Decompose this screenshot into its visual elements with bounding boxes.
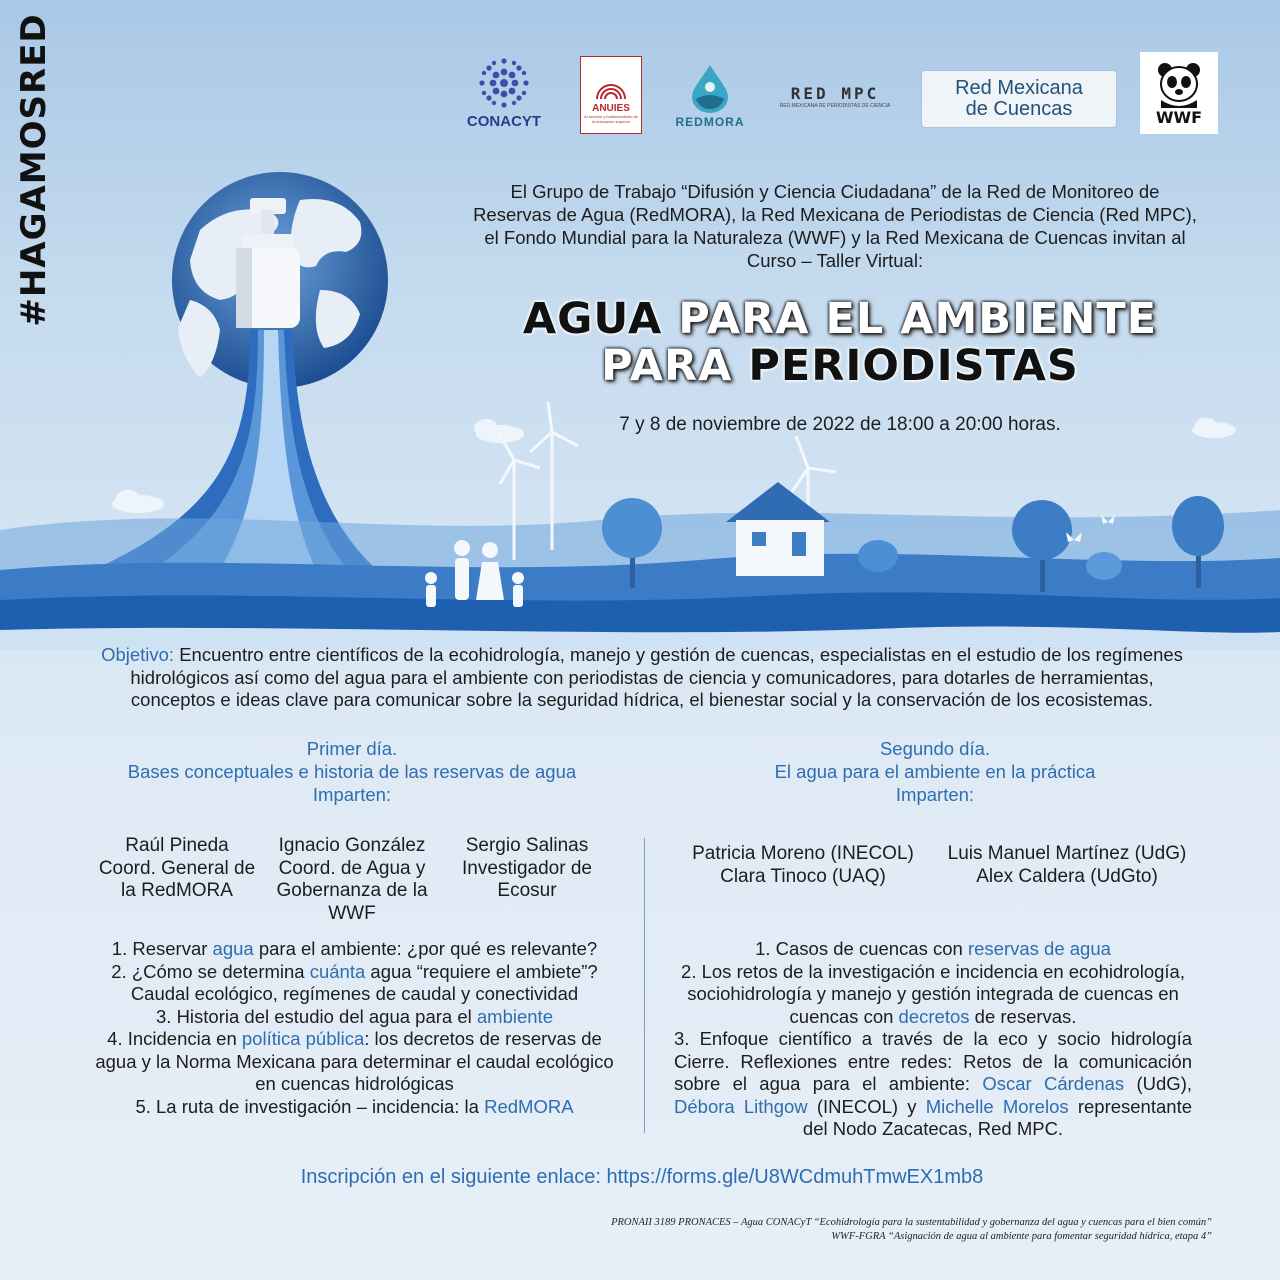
topic-item xyxy=(674,1028,1192,1141)
footer-credits xyxy=(300,1216,1212,1244)
day2-header xyxy=(680,737,1190,806)
water-drop-icon xyxy=(690,63,730,113)
speaker-name: Luis Manuel Martínez (UdG) xyxy=(947,843,1187,864)
title-word-para: PARA xyxy=(601,341,733,391)
topic-item xyxy=(674,961,1192,1029)
conacyt-logo-text: CONACYT xyxy=(466,112,542,130)
anuies-emblem-icon xyxy=(591,67,631,103)
topic-text: 5. La ruta de investigación – incidencia: la xyxy=(135,1095,485,1117)
topic-item xyxy=(92,961,617,1006)
topic-highlight: reservas de agua xyxy=(967,938,1111,959)
day1-imparten: Imparten: xyxy=(312,784,392,805)
speaker-role: Coord. General de la RedMORA xyxy=(98,857,256,901)
rmc-logo-line1: Red Mexicana xyxy=(955,77,1083,99)
presenter-debora-lithgow: Débora Lithgow xyxy=(674,1095,808,1117)
panda-icon xyxy=(1155,60,1203,108)
title-para-el-ambiente: PARA EL AMBIENTE xyxy=(678,294,1158,344)
day2-speakers-right xyxy=(936,843,1198,888)
redmora-logo-text: REDMORA xyxy=(675,115,745,129)
hashtag xyxy=(4,13,64,327)
column-divider xyxy=(644,838,645,1133)
speaker-name: Clara Tinoco (UAQ) xyxy=(720,865,886,887)
footer-line-1: PRONAII 3189 PRONACES – Agua CONACyT “Ecohidrología para la sustentabilidad y gobernanza del agua y cuencas para el bien común” xyxy=(611,1217,1212,1228)
day2-subtitle: El agua para el ambiente en la práctica xyxy=(774,761,1096,782)
redmpc-logo-subtext: RED MEXICANA DE PERIODISTAS DE CIENCIA xyxy=(779,102,891,109)
day1-title: Primer día. xyxy=(306,738,398,759)
speaker-role: Investigador de Ecosur xyxy=(462,857,592,901)
speaker-ignacio-gonzalez xyxy=(262,835,442,925)
day1-header xyxy=(92,737,612,806)
registration-link[interactable]: Inscripción en el siguiente enlace: https://forms.gle/U8WCdmuhTmwEX1mb8 xyxy=(300,1166,984,1188)
redmpc-logo-text: RED MPC xyxy=(790,83,880,103)
title-word-periodistas: PERIODISTAS xyxy=(748,341,1079,391)
wwf-logo-text: WWF xyxy=(1155,107,1203,127)
topic-item xyxy=(92,938,617,961)
topic-text: 1. Casos de cuencas con xyxy=(755,938,968,959)
objective-label: Objetivo: xyxy=(101,644,175,665)
topic-text: (UdG), xyxy=(1124,1073,1192,1094)
topic-text: (INECOL) y xyxy=(807,1095,926,1117)
redmpc-logo xyxy=(770,70,900,122)
topic-item xyxy=(92,1006,617,1029)
presenter-oscar-cardenas: Oscar Cárdenas xyxy=(982,1073,1125,1094)
topic-text: 2. Los retos de la investigación e incidencia en ecohidrología, sociohidrología y manejo y gestión integrada de cuencas en cuencas con xyxy=(681,960,1185,1027)
house-icon xyxy=(726,482,830,576)
topic-item xyxy=(674,938,1192,961)
speaker-name: Ignacio González xyxy=(278,835,426,856)
speaker-role: Coord. de Agua y Gobernanza de la WWF xyxy=(276,857,428,924)
anuies-logo-text: ANUIES xyxy=(592,102,630,114)
title-word-agua: AGUA xyxy=(522,294,663,344)
day2-topics xyxy=(674,938,1192,1141)
topic-text: de reservas. xyxy=(969,1005,1077,1027)
topic-text: agua “requiere el ambiete”? Caudal ecológico, regímenes de caudal y conectividad xyxy=(130,960,598,1004)
intro-paragraph: El Grupo de Trabajo “Difusión y Ciencia Ciudadana” de la Red de Monitoreo de Reservas de Agua (RedMORA), la Red Mexicana de Periodistas de Ciencia (Red MPC), el Fondo Mundial para la Naturaleza (WWF) y la Red Mexicana de Cuencas invitan al Curso – Taller Virtual: xyxy=(473,181,1197,271)
topic-highlight: agua xyxy=(212,938,254,959)
redmora-logo xyxy=(668,58,752,134)
day2-imparten: Imparten: xyxy=(895,784,975,805)
topic-text: representante del Nodo Zacatecas, Red MPC. xyxy=(802,1095,1192,1139)
day2-speakers-left xyxy=(668,843,938,888)
day1-topics xyxy=(92,938,617,1118)
speaker-name: Alex Caldera (UdGto) xyxy=(976,865,1158,887)
topic-highlight: decretos xyxy=(898,1005,970,1027)
speaker-name: Raúl Pineda xyxy=(125,835,229,856)
topic-text: 1. Reservar xyxy=(111,938,213,959)
wwf-logo xyxy=(1140,52,1218,134)
anuies-logo xyxy=(580,56,642,134)
rmc-logo-line2: de Cuencas xyxy=(965,98,1073,120)
objective-text: Encuentro entre científicos de la ecohidrología, manejo y gestión de cuencas, especialistas en el estudio de los regímenes hidrológicos así como del agua para el ambiente con periodistas de ciencia y comunicadores, para dotarles de herramientas, conceptos e ideas clave para comunicar sobre la seguridad hídrica, el bienestar social y la conservación de los ecosistemas. xyxy=(130,644,1183,710)
objective-paragraph xyxy=(92,644,1192,712)
conacyt-logo xyxy=(456,52,552,132)
day1-subtitle: Bases conceptuales e historia de las reservas de agua xyxy=(127,761,577,782)
topic-text: para el ambiente: ¿por qué es relevante? xyxy=(253,938,598,959)
footer-line-2: WWF-FGRA “Asignación de agua al ambiente para fomentar seguridad hídrica, etapa 4” xyxy=(831,1231,1212,1242)
topic-text: : los decretos de reservas de agua y la Norma Mexicana para determinar el caudal ecológico en cuencas hidrológicas xyxy=(95,1028,614,1094)
presenter-michelle-morelos: Michelle Morelos xyxy=(925,1095,1069,1117)
red-mexicana-cuencas-logo xyxy=(921,70,1117,128)
speaker-name: Sergio Salinas xyxy=(465,835,589,856)
hashtag-text: #HAGAMOSRED xyxy=(14,13,54,327)
day2-title: Segundo día. xyxy=(879,738,991,759)
anuies-logo-subtext: Al servicio y fortalecimiento de la educación superior xyxy=(583,113,639,124)
topic-highlight: política pública xyxy=(241,1028,365,1049)
speaker-name: Patricia Moreno (INECOL) xyxy=(692,843,914,864)
topic-text: 4. Incidencia en xyxy=(107,1028,242,1049)
event-dates: 7 y 8 de noviembre de 2022 de 18:00 a 20:00 horas. xyxy=(619,414,1061,435)
topic-item xyxy=(92,1028,617,1096)
conacyt-emblem-icon xyxy=(476,55,532,111)
topic-highlight: ambiente xyxy=(476,1005,553,1027)
event-title xyxy=(460,296,1220,390)
topic-text: 3. Enfoque científico a través de la eco y socio hidrología Cierre. Reflexiones entre redes: Retos de la comunicación sobre el agua para el ambiente: xyxy=(674,1028,1192,1094)
topic-highlight: RedMORA xyxy=(484,1095,574,1117)
speaker-sergio-salinas xyxy=(442,835,612,903)
topic-text: 2. ¿Cómo se determina xyxy=(111,960,310,982)
topic-item xyxy=(92,1096,617,1119)
speaker-raul-pineda xyxy=(92,835,262,903)
topic-highlight: cuánta xyxy=(309,960,366,982)
topic-text: 3. Historia del estudio del agua para el xyxy=(156,1005,477,1027)
